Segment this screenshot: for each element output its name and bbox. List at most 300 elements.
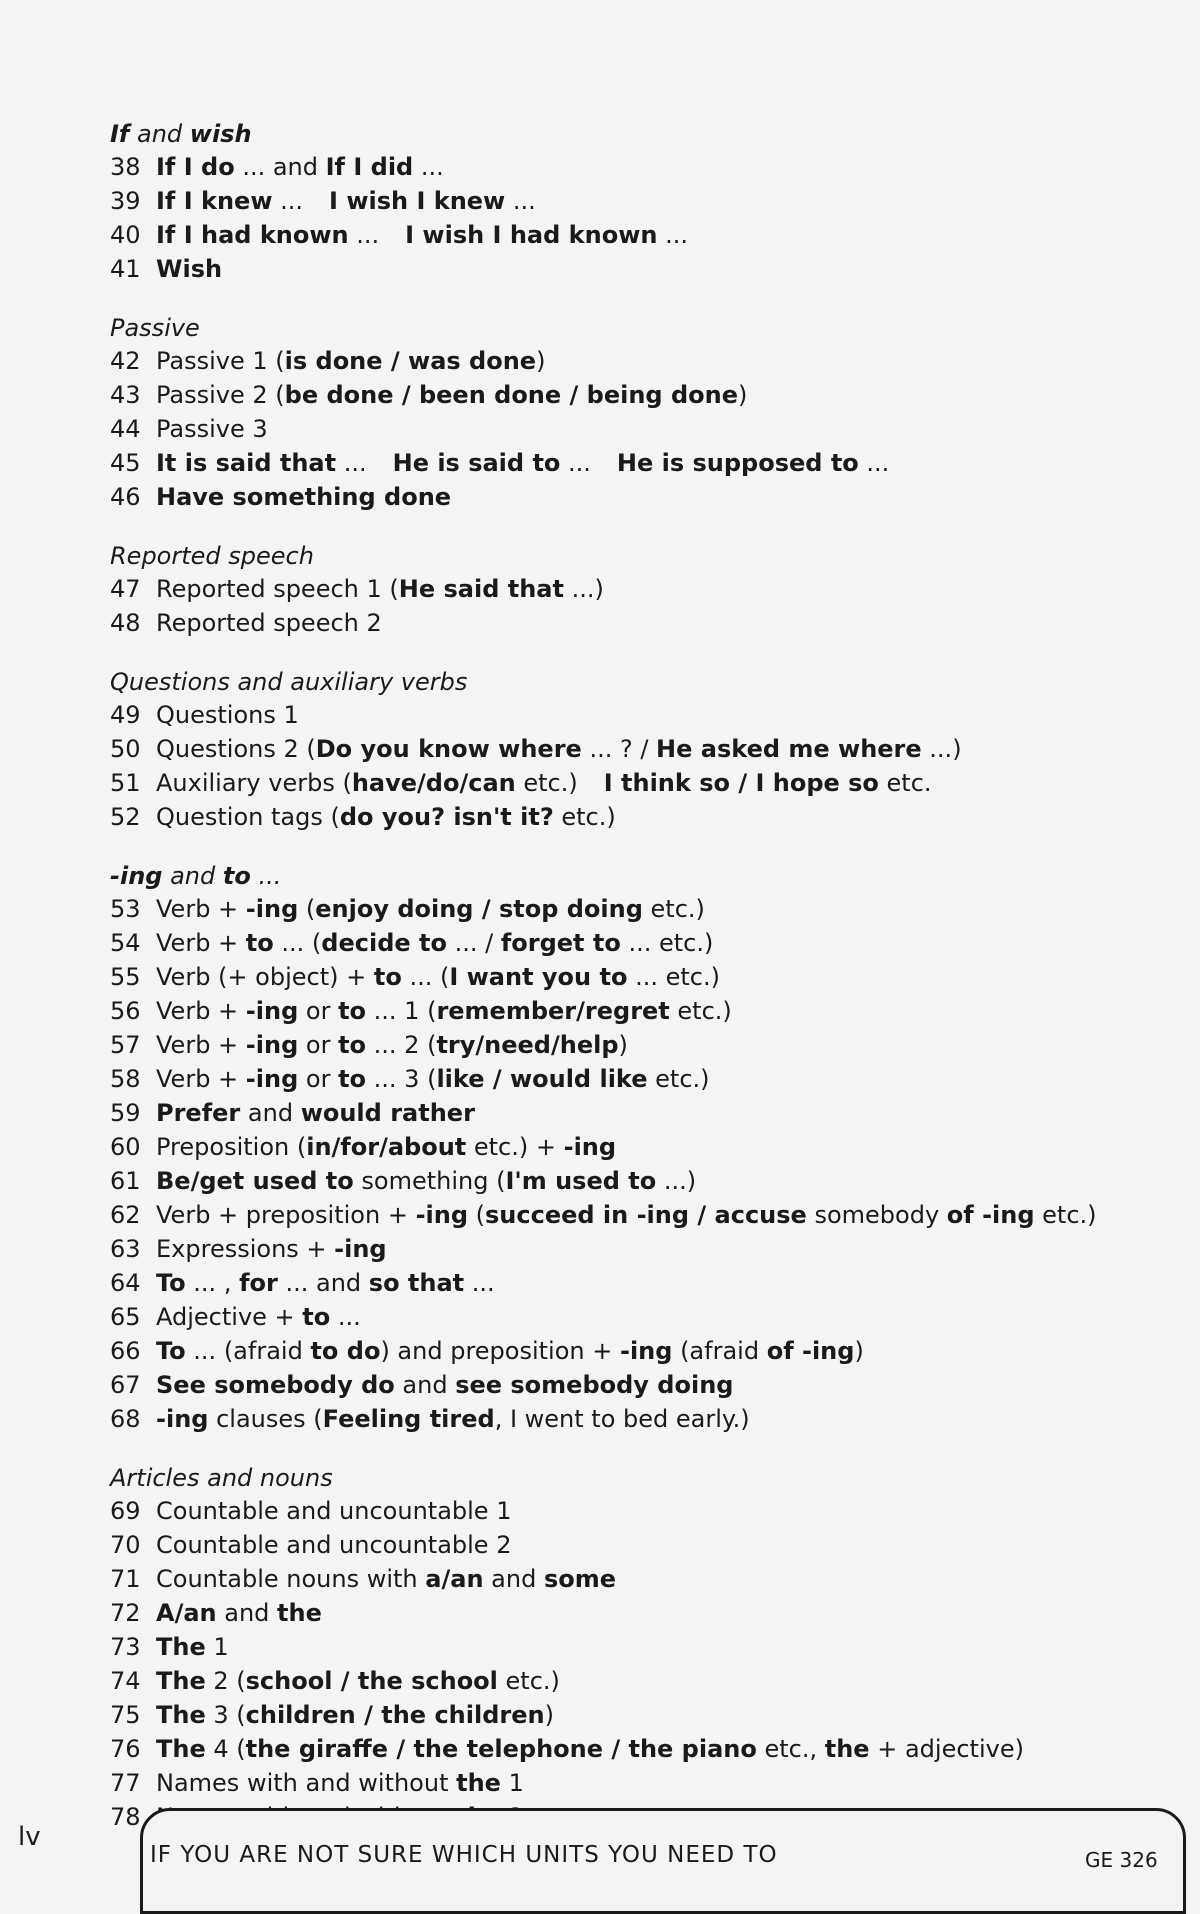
text-segment: ... [413, 153, 444, 181]
text-segment: ... and [277, 1269, 369, 1297]
unit-row[interactable] [110, 344, 1110, 378]
unit-title [156, 1698, 1110, 1732]
text-segment: ... (afraid [185, 1337, 311, 1365]
unit-title [156, 150, 1110, 184]
bold-term: the [277, 1599, 322, 1627]
text-segment: (afraid [672, 1337, 767, 1365]
unit-number: 49 [110, 701, 141, 729]
text-segment: Verb + [156, 1065, 246, 1093]
text-segment: Verb + [156, 997, 246, 1025]
text-segment: and [394, 1371, 456, 1399]
text-segment: Verb + [156, 929, 246, 957]
bold-term: If I do [156, 153, 235, 181]
unit-title [156, 1266, 1110, 1300]
unit-number: 40 [110, 221, 141, 249]
text-segment: 2 ( [205, 1667, 246, 1695]
unit-title [156, 218, 1110, 252]
text-segment: Countable nouns with [156, 1565, 426, 1593]
unit-number: 59 [110, 1099, 141, 1127]
bold-term: Wish [156, 255, 223, 283]
unit-row[interactable] [110, 1402, 1110, 1436]
text-segment: Passive 2 ( [156, 381, 285, 409]
unit-row[interactable] [110, 1596, 1110, 1630]
unit-number: 50 [110, 735, 141, 763]
text-segment: 1 [205, 1633, 229, 1661]
text-segment: ... etc.) [627, 963, 720, 991]
unit-number: 53 [110, 895, 141, 923]
unit-title [156, 480, 1110, 514]
unit-row[interactable] [110, 606, 1110, 640]
unit-title [156, 1528, 1110, 1562]
unit-row[interactable] [110, 926, 1110, 960]
bold-term: If I had known [156, 221, 349, 249]
text-segment: ... ? / [581, 735, 657, 763]
text-segment: something ( [353, 1167, 506, 1195]
text-segment: ... [348, 221, 380, 249]
bold-term: A/an [156, 1599, 217, 1627]
text-segment: ) [737, 381, 748, 409]
unit-row[interactable] [110, 446, 1110, 480]
unit-number: 52 [110, 803, 141, 831]
text-segment: ... [336, 449, 367, 477]
unit-title [156, 1630, 1110, 1664]
text-segment: 4 ( [205, 1735, 246, 1763]
text-segment: + adjective) [869, 1735, 1024, 1763]
unit-title [156, 1028, 1110, 1062]
unit-title [156, 184, 1110, 218]
unit-number: 75 [110, 1701, 141, 1729]
bold-term: a/an [425, 1565, 484, 1593]
text-segment: ( [298, 895, 316, 923]
unit-row[interactable] [110, 1130, 1110, 1164]
text-segment: ...) [656, 1167, 697, 1195]
bold-term: some [543, 1565, 617, 1593]
text-segment: etc., [756, 1735, 825, 1763]
contents-list [110, 118, 1110, 1860]
text-segment: Articles and nouns [110, 1464, 333, 1492]
unit-title [156, 698, 1110, 732]
bold-term: To [156, 1269, 186, 1297]
bold-term: -ing [415, 1201, 469, 1229]
page-number: lv [18, 1822, 41, 1852]
text-segment: Adjective + [156, 1303, 303, 1331]
unit-number: 65 [110, 1303, 141, 1331]
bold-term: for [239, 1269, 278, 1297]
unit-title [156, 994, 1110, 1028]
text-segment: Questions 2 ( [156, 735, 316, 763]
unit-title [156, 892, 1110, 926]
unit-number: 44 [110, 415, 141, 443]
unit-row[interactable] [110, 1630, 1110, 1664]
unit-number: 57 [110, 1031, 141, 1059]
unit-title [156, 1368, 1110, 1402]
bold-term: of -ing [946, 1201, 1035, 1229]
unit-row[interactable] [110, 184, 1110, 218]
unit-number: 61 [110, 1167, 141, 1195]
unit-number: 47 [110, 575, 141, 603]
unit-row[interactable] [110, 1266, 1110, 1300]
unit-number: 39 [110, 187, 141, 215]
bold-term: Have something done [156, 483, 452, 511]
bold-term: -ing [245, 1031, 299, 1059]
bold-term: -ing [110, 862, 163, 890]
unit-row[interactable] [110, 412, 1110, 446]
text-segment: etc.) [515, 769, 578, 797]
unit-row[interactable] [110, 378, 1110, 412]
bold-term: -ing [156, 1405, 209, 1433]
text-segment: Preposition ( [156, 1133, 307, 1161]
text-segment: ) [854, 1337, 864, 1365]
bold-term: Prefer [156, 1099, 241, 1127]
unit-number: 54 [110, 929, 141, 957]
unit-title [156, 1562, 1110, 1596]
text-segment: Verb + preposition + [156, 1201, 416, 1229]
text-segment: etc.) [647, 1065, 710, 1093]
contents-section [110, 1462, 1110, 1834]
section-title [110, 540, 1110, 572]
bold-term: to do [310, 1337, 381, 1365]
unit-title [156, 1198, 1110, 1232]
bold-term: like / would like [436, 1065, 648, 1093]
section-title [110, 312, 1110, 344]
unit-title [156, 1232, 1110, 1266]
bold-term: Feeling tired [322, 1405, 495, 1433]
bold-term: He is supposed to [616, 449, 859, 477]
unit-number: 42 [110, 347, 141, 375]
unit-title [156, 1596, 1110, 1630]
unit-row[interactable] [110, 732, 1110, 766]
text-segment: ... [464, 1269, 495, 1297]
unit-row[interactable] [110, 572, 1110, 606]
text-segment: Passive [110, 314, 200, 342]
bold-term: of -ing [766, 1337, 855, 1365]
unit-number: 56 [110, 997, 141, 1025]
unit-title [156, 926, 1110, 960]
unit-number: 71 [110, 1565, 141, 1593]
contents-section [110, 312, 1110, 514]
unit-title [156, 412, 1110, 446]
bold-term: I want you to [449, 963, 628, 991]
unit-number: 66 [110, 1337, 141, 1365]
bold-term: children / the children [245, 1701, 545, 1729]
unit-row[interactable] [110, 480, 1110, 514]
bold-term: try/need/help [436, 1031, 619, 1059]
unit-title [156, 1062, 1110, 1096]
contents-section [110, 118, 1110, 286]
text-segment: Questions and auxiliary verbs [110, 668, 468, 696]
text-segment: ... and [234, 153, 326, 181]
unit-title [156, 1096, 1110, 1130]
unit-number: 70 [110, 1531, 141, 1559]
bold-term: It is said that [156, 449, 337, 477]
unit-row[interactable] [110, 800, 1110, 834]
text-segment: Passive 1 ( [156, 347, 285, 375]
bold-term: Do you know where [315, 735, 582, 763]
bold-term: forget to [500, 929, 621, 957]
bold-term: If [110, 120, 130, 148]
text-segment: or [298, 1065, 339, 1093]
text-segment: ... ( [273, 929, 322, 957]
unit-number: 62 [110, 1201, 141, 1229]
unit-title [156, 606, 1110, 640]
unit-number: 74 [110, 1667, 141, 1695]
section-title [110, 666, 1110, 698]
unit-number: 51 [110, 769, 141, 797]
unit-title [156, 572, 1110, 606]
unit-title [156, 960, 1110, 994]
banner-text: IF YOU ARE NOT SURE WHICH UNITS YOU NEED TO [150, 1842, 778, 1868]
unit-number: 38 [110, 153, 141, 181]
unit-row[interactable] [110, 1096, 1110, 1130]
unit-title [156, 1300, 1110, 1334]
unit-row[interactable] [110, 1198, 1110, 1232]
text-segment: Verb + [156, 1031, 246, 1059]
unit-title [156, 1732, 1110, 1766]
text-segment: ... [858, 449, 890, 477]
bold-term: If I did [325, 153, 414, 181]
unit-number: 48 [110, 609, 141, 637]
bold-term: to [338, 997, 367, 1025]
unit-title [156, 766, 1110, 800]
unit-number: 46 [110, 483, 141, 511]
bold-term: be done / been done / being done [284, 381, 738, 409]
text-segment: ... 1 ( [366, 997, 437, 1025]
unit-number: 41 [110, 255, 141, 283]
bold-term: to [302, 1303, 331, 1331]
unit-title [156, 1664, 1110, 1698]
unit-row[interactable] [110, 1368, 1110, 1402]
unit-number: 69 [110, 1497, 141, 1525]
bold-term: to [338, 1065, 367, 1093]
unit-title [156, 378, 1110, 412]
bold-term: See somebody do [156, 1371, 395, 1399]
unit-number: 76 [110, 1735, 141, 1763]
bold-term: do you? isn't it? [339, 803, 554, 831]
text-segment: ) [618, 1031, 628, 1059]
unit-title [156, 252, 1110, 286]
text-segment: ... [250, 862, 282, 890]
text-segment: Verb + [156, 895, 246, 923]
text-segment: etc.) [1034, 1201, 1097, 1229]
text-segment: ...) [921, 735, 962, 763]
text-segment: ... / [446, 929, 501, 957]
text-segment: ... 2 ( [366, 1031, 437, 1059]
text-segment: 1 [500, 1769, 524, 1797]
unit-row[interactable] [110, 1562, 1110, 1596]
text-segment: Question tags ( [156, 803, 340, 831]
bold-term: decide to [321, 929, 447, 957]
unit-number: 67 [110, 1371, 141, 1399]
text-segment: ... [505, 187, 536, 215]
section-title [110, 860, 1110, 892]
bold-term: would rather [300, 1099, 475, 1127]
text-segment: ... [330, 1303, 361, 1331]
text-segment: and [483, 1565, 544, 1593]
bold-term: to [245, 929, 274, 957]
text-segment: ... , [185, 1269, 240, 1297]
bold-term: He is said to [392, 449, 561, 477]
bold-term: school / the school [245, 1667, 498, 1695]
bold-term: I wish I knew [329, 187, 506, 215]
unit-title [156, 1130, 1110, 1164]
bold-term: to [338, 1031, 367, 1059]
unit-row[interactable] [110, 1300, 1110, 1334]
section-title [110, 1462, 1110, 1494]
unit-row[interactable] [110, 1732, 1110, 1766]
bold-term: wish [189, 120, 252, 148]
bold-term: -ing [245, 895, 299, 923]
text-segment: and [162, 862, 223, 890]
unit-row[interactable] [110, 1766, 1110, 1800]
bold-term: the giraffe / the telephone / the piano [245, 1735, 757, 1763]
unit-row[interactable] [110, 1664, 1110, 1698]
unit-row[interactable] [110, 218, 1110, 252]
unit-row[interactable] [110, 960, 1110, 994]
text-segment: Countable and uncountable 2 [156, 1531, 512, 1559]
unit-number: 60 [110, 1133, 141, 1161]
unit-number: 73 [110, 1633, 141, 1661]
bold-term: -ing [245, 997, 299, 1025]
text-segment: ... etc.) [620, 929, 714, 957]
unit-number: 45 [110, 449, 141, 477]
bold-term: -ing [245, 1065, 299, 1093]
bold-term: the [456, 1769, 501, 1797]
text-segment: ... ( [401, 963, 450, 991]
unit-number: 55 [110, 963, 141, 991]
text-segment: ) [544, 1701, 554, 1729]
text-segment: Expressions + [156, 1235, 335, 1263]
unit-title [156, 732, 1110, 766]
bold-term: The [156, 1701, 206, 1729]
text-segment: and [216, 1599, 278, 1627]
text-segment: etc. [878, 769, 932, 797]
bold-term: succeed in -ing / accuse [485, 1201, 807, 1229]
unit-row[interactable] [110, 1164, 1110, 1198]
text-segment: etc.) [553, 803, 616, 831]
unit-row[interactable] [110, 1028, 1110, 1062]
text-segment: ... [657, 221, 688, 249]
text-segment: ( [468, 1201, 486, 1229]
unit-number: 78 [110, 1803, 141, 1831]
text-segment: Auxiliary verbs ( [156, 769, 352, 797]
unit-number: 63 [110, 1235, 141, 1263]
unit-row[interactable] [110, 252, 1110, 286]
unit-number: 72 [110, 1599, 141, 1627]
bold-term: to [222, 862, 251, 890]
bold-term: so that [368, 1269, 465, 1297]
unit-row[interactable] [110, 766, 1110, 800]
section-title [110, 118, 1110, 150]
text-segment: , I went to bed early.) [494, 1405, 750, 1433]
text-segment: Passive 3 [156, 415, 268, 443]
bold-term: have/do/can [351, 769, 516, 797]
bold-term: to [373, 963, 402, 991]
unit-title [156, 1164, 1110, 1198]
bold-term: in/for/about [306, 1133, 467, 1161]
bold-term: The [156, 1735, 206, 1763]
bold-term: -ing [334, 1235, 387, 1263]
text-segment: ...) [563, 575, 604, 603]
unit-row[interactable] [110, 994, 1110, 1028]
unit-title [156, 446, 1110, 480]
unit-row[interactable] [110, 1494, 1110, 1528]
bold-term: If I knew [156, 187, 273, 215]
unit-title [156, 344, 1110, 378]
bold-term: -ing [619, 1337, 673, 1365]
banner-page-ref: GE 326 [1085, 1848, 1158, 1872]
text-segment: etc.) [669, 997, 732, 1025]
unit-row[interactable] [110, 1334, 1110, 1368]
contents-section [110, 860, 1110, 1436]
bold-term: To [156, 1337, 186, 1365]
bold-term: The [156, 1633, 206, 1661]
unit-row[interactable] [110, 150, 1110, 184]
text-segment: etc.) [497, 1667, 560, 1695]
bold-term: see somebody doing [455, 1371, 734, 1399]
text-segment: Reported speech 1 ( [156, 575, 399, 603]
text-segment: Countable and uncountable 1 [156, 1497, 512, 1525]
text-segment: Questions 1 [156, 701, 299, 729]
bold-term: He said that [398, 575, 564, 603]
text-segment: Reported speech 2 [156, 609, 382, 637]
unit-title [156, 1334, 1110, 1368]
unit-title [156, 1402, 1110, 1436]
text-segment: Names with and without [156, 1769, 457, 1797]
bold-term: remember/regret [436, 997, 670, 1025]
contents-section [110, 540, 1110, 640]
bold-term: I wish I had known [405, 221, 658, 249]
text-segment: ... [560, 449, 591, 477]
unit-row[interactable] [110, 1062, 1110, 1096]
unit-row[interactable] [110, 1232, 1110, 1266]
bold-term: enjoy doing / stop doing [315, 895, 643, 923]
text-segment: and [129, 120, 190, 148]
text-segment: etc.) [642, 895, 705, 923]
unit-row[interactable] [110, 892, 1110, 926]
bold-term: Be/get used to [156, 1167, 354, 1195]
bold-term: I'm used to [505, 1167, 657, 1195]
text-segment: and [240, 1099, 301, 1127]
bold-term: I think so / I hope so [603, 769, 879, 797]
unit-number: 43 [110, 381, 141, 409]
text-segment: Reported speech [110, 542, 314, 570]
contents-section [110, 666, 1110, 834]
unit-title [156, 800, 1110, 834]
text-segment: ... 3 ( [366, 1065, 437, 1093]
text-segment: ... [272, 187, 304, 215]
unit-row[interactable] [110, 698, 1110, 732]
text-segment: somebody [806, 1201, 947, 1229]
bold-term: The [156, 1667, 206, 1695]
unit-number: 77 [110, 1769, 141, 1797]
unit-row[interactable] [110, 1698, 1110, 1732]
text-segment: etc.) + [466, 1133, 564, 1161]
bold-term: He asked me where [656, 735, 922, 763]
unit-title [156, 1494, 1110, 1528]
unit-title [156, 1766, 1110, 1800]
unit-row[interactable] [110, 1528, 1110, 1562]
bold-term: is done / was done [284, 347, 537, 375]
bold-term: the [824, 1735, 870, 1763]
text-segment: Verb (+ object) + [156, 963, 374, 991]
unit-number: 68 [110, 1405, 141, 1433]
bold-term: -ing [563, 1133, 617, 1161]
text-segment: ) and preposition + [380, 1337, 620, 1365]
unit-number: 58 [110, 1065, 141, 1093]
text-segment: 3 ( [205, 1701, 246, 1729]
unit-number: 64 [110, 1269, 141, 1297]
text-segment: or [298, 997, 339, 1025]
